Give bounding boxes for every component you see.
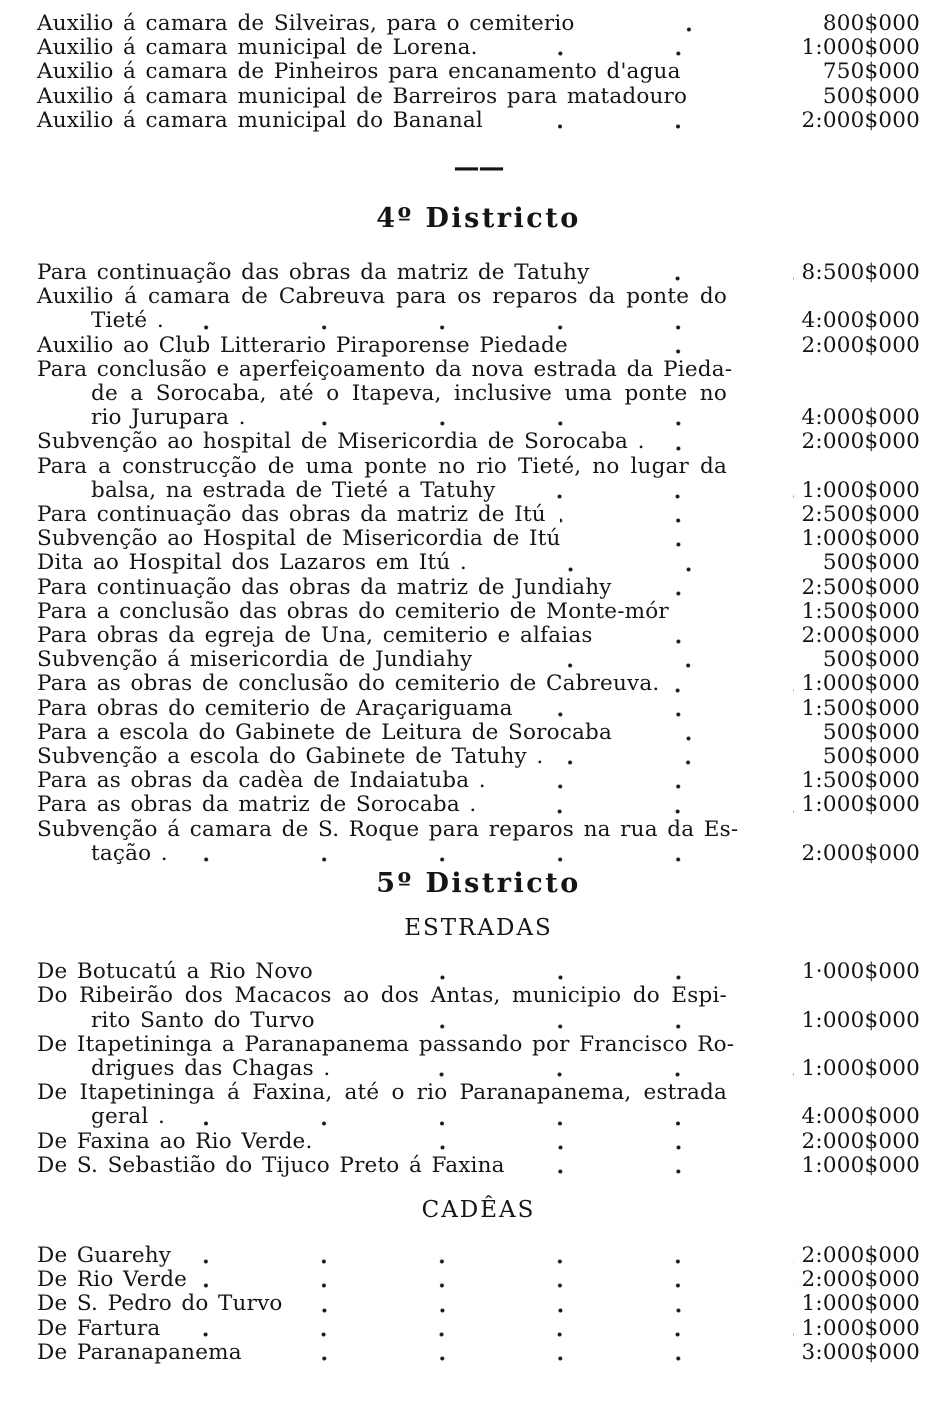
item-description: Auxilio á camara municipal de Lorena.	[37, 35, 478, 61]
item-amount: 1:500$000	[801, 598, 920, 624]
item-row	[37, 600, 920, 624]
item-description-line: De Itapetininga a Paranapanema passando por Francisco Ro-	[37, 1031, 735, 1057]
budget-line-item	[37, 1033, 920, 1081]
item-row	[37, 1317, 920, 1341]
budget-line-item	[37, 36, 920, 60]
item-description-line: Auxilio á camara de Cabreuva para os reparos da ponte do	[37, 284, 727, 310]
item-amount: 2:000$000	[801, 1267, 920, 1293]
budget-line-item	[37, 1130, 920, 1154]
item-description: Para continuação das obras da matriz de Tatuhy	[37, 260, 590, 286]
item-row	[37, 624, 920, 648]
dot-leader	[673, 688, 793, 693]
item-amount: 2:000$000	[801, 1128, 920, 1154]
item-amount: 2:500$000	[801, 574, 920, 600]
item-amount: 1:000$000	[801, 1152, 920, 1178]
budget-line-item	[37, 503, 920, 527]
item-amount: 2:000$000	[801, 623, 920, 649]
dot-leader	[500, 784, 794, 789]
item-amount: 1:500$000	[801, 768, 920, 794]
item-description-line: Para conclusão e aperfeiçoamento da nova estrada da Pieda-	[37, 356, 733, 382]
item-description: De Rio Verde	[37, 1267, 188, 1293]
item-description: De Fartura	[37, 1315, 161, 1341]
item-row	[37, 672, 920, 696]
dot-leader	[695, 76, 804, 81]
budget-line-item	[37, 261, 920, 285]
item-description: Subvenção a escola do Gabinete de Tatuhy .	[37, 744, 544, 770]
item-amount: 4:000$000	[801, 405, 920, 431]
item-amount: 1:000$000	[801, 792, 920, 818]
budget-line-item	[37, 624, 920, 648]
item-row	[37, 261, 920, 285]
dot-leader	[509, 494, 793, 499]
dot-leader	[607, 639, 794, 644]
item-row	[37, 576, 920, 600]
item-amount: 1·000$000	[801, 959, 920, 985]
budget-line-item	[37, 745, 920, 769]
item-amount: 500$000	[822, 744, 920, 770]
budget-line-item	[37, 960, 920, 984]
item-description: geral .	[91, 1104, 166, 1130]
item-row	[37, 1341, 920, 1365]
item-row	[37, 842, 920, 866]
item-row	[37, 1105, 920, 1129]
budget-line-item	[37, 672, 920, 696]
item-row	[37, 479, 920, 503]
budget-line-item	[37, 1081, 920, 1129]
dot-leader	[185, 1259, 793, 1264]
item-amount: 1:500$000	[801, 695, 920, 721]
item-row	[37, 406, 920, 430]
item-amount: 750$000	[822, 59, 920, 85]
item-row	[37, 1154, 920, 1178]
item-description: Auxilio á camara de Silveiras, para o cemiterio	[37, 11, 575, 36]
item-description: Para obras do cemiterio de Araçariguama	[37, 695, 513, 721]
item-row	[37, 1057, 920, 1081]
item-amount: 1:000$000	[801, 1315, 920, 1341]
budget-line-item	[37, 648, 920, 672]
dot-leader	[174, 1332, 793, 1337]
dot-leader	[490, 809, 793, 814]
budget-line-item	[37, 1244, 920, 1268]
dot-leader	[344, 1072, 793, 1077]
item-description: Para as obras da matriz de Sorocaba .	[37, 792, 477, 818]
item-description: De Faxina ao Rio Verde.	[37, 1128, 313, 1154]
cadeas-heading: CADÊAS	[421, 1196, 536, 1223]
budget-line-item	[37, 1317, 920, 1341]
dot-leader	[527, 712, 794, 717]
item-amount: 500$000	[822, 550, 920, 576]
item-amount: 3:000$000	[801, 1339, 920, 1365]
dot-leader	[683, 615, 794, 620]
dot-leader	[327, 1145, 794, 1150]
dot-leader	[603, 276, 793, 281]
budget-line-item	[37, 793, 920, 817]
dot-leader	[560, 518, 794, 523]
budget-line-item	[37, 984, 920, 1032]
dot-leader	[626, 736, 804, 741]
item-description-line: de a Sorocaba, até o Itapeva, inclusive uma ponte no	[91, 381, 727, 407]
dot-leader	[486, 663, 804, 668]
item-row	[37, 85, 920, 109]
item-amount: 1:000$000	[801, 526, 920, 552]
item-description: Auxilio á camara de Pinheiros para encanamento d'agua	[37, 59, 681, 85]
item-row	[37, 527, 920, 551]
dot-leader	[182, 857, 794, 862]
dot-leader	[626, 591, 794, 596]
item-amount: 1:000$000	[801, 671, 920, 697]
item-description: Subvenção á misericordia de Jundiahy	[37, 647, 473, 673]
intro-appropriations-list	[37, 12, 920, 133]
item-description: Para as obras de conclusão do cemiterio de Cabreuva.	[37, 671, 660, 697]
budget-line-item	[37, 697, 920, 721]
item-description: Subvenção ao Hospital de Misericordia de Itú	[37, 526, 561, 552]
item-description: De Paranapanema	[37, 1339, 242, 1365]
item-amount: 4:000$000	[801, 308, 920, 334]
item-description: Para a conclusão das obras do cemiterio de Monte-mór	[37, 598, 669, 624]
budget-line-item	[37, 109, 920, 133]
item-description-line: De Itapetininga á Faxina, até o rio Paranapanema, estrada	[37, 1080, 727, 1106]
item-description: rito Santo do Turvo	[91, 1007, 315, 1033]
item-row	[37, 1268, 920, 1292]
budget-line-item	[37, 1341, 920, 1365]
item-row	[37, 334, 920, 358]
budget-line-item	[37, 1154, 920, 1178]
district-5-heading: 5º Districto	[376, 868, 581, 900]
estradas-heading: ESTRADAS	[404, 915, 553, 942]
item-row	[37, 960, 920, 984]
item-row	[37, 793, 920, 817]
item-row	[37, 721, 920, 745]
item-amount: 2:000$000	[801, 332, 920, 358]
item-row	[37, 309, 920, 333]
item-description: rio Jurupara .	[91, 405, 246, 431]
district-4-heading: 4º Districto	[376, 203, 581, 235]
budget-line-item	[37, 527, 920, 551]
item-description: drigues das Chagas .	[91, 1055, 331, 1081]
budget-line-item	[37, 455, 920, 503]
item-description: Auxilio ao Club Litterario Piraporense Piedade	[37, 332, 568, 358]
item-description: De S. Sebastião do Tijuco Preto á Faxina	[37, 1152, 505, 1178]
dot-leader	[327, 975, 794, 980]
item-description-line: Para a construcção de uma ponte no rio Tieté, no lugar da	[37, 453, 727, 479]
budget-line-item	[37, 769, 920, 793]
item-description-line: Do Ribeirão dos Macacos ao dos Antas, municipio do Espi-	[37, 983, 727, 1009]
item-row	[37, 12, 920, 36]
item-description: Para continuação das obras da matriz de Itú	[37, 502, 546, 528]
budget-line-item	[37, 334, 920, 358]
item-amount: 500$000	[822, 647, 920, 673]
dot-leader	[575, 542, 794, 547]
dot-leader	[260, 421, 794, 426]
item-description: De Botucatú a Rio Novo	[37, 959, 313, 985]
dot-leader	[179, 1121, 793, 1126]
budget-line-item	[37, 818, 920, 866]
item-row	[37, 36, 920, 60]
item-row	[37, 60, 920, 84]
budget-line-item	[37, 60, 920, 84]
budget-line-item	[37, 12, 920, 36]
item-row	[37, 551, 920, 575]
item-description: Para as obras da cadèa de Indaiatuba .	[37, 768, 486, 794]
item-description: Auxilio á camara municipal do Bananal	[37, 107, 483, 133]
item-amount: 2:000$000	[801, 1242, 920, 1268]
dot-leader	[701, 100, 804, 105]
item-amount: 500$000	[822, 83, 920, 109]
budget-line-item	[37, 576, 920, 600]
item-description: Para a escola do Gabinete de Leitura de Sorocaba	[37, 719, 612, 745]
item-description-line: Subvenção á camara de S. Roque para reparos na rua da Es-	[37, 816, 739, 842]
budget-line-item	[37, 285, 920, 333]
item-row	[37, 769, 920, 793]
budget-line-item	[37, 551, 920, 575]
budget-line-item	[37, 721, 920, 745]
estradas-appropriations-list	[37, 960, 920, 1178]
dot-leader	[497, 124, 794, 129]
dot-leader	[557, 760, 804, 765]
cadeas-appropriations-list	[37, 1244, 920, 1365]
item-amount: 8:500$000	[801, 260, 920, 286]
item-amount: 2:000$000	[801, 107, 920, 133]
dot-leader	[178, 325, 794, 330]
item-row	[37, 745, 920, 769]
item-description: tação .	[91, 840, 168, 866]
item-amount: 1:000$000	[801, 35, 920, 61]
budget-line-item	[37, 85, 920, 109]
item-description: Para obras da egreja de Una, cemiterio e alfaias	[37, 623, 593, 649]
item-row	[37, 697, 920, 721]
budget-line-item	[37, 430, 920, 454]
budget-line-item	[37, 358, 920, 431]
dot-leader	[519, 1169, 794, 1174]
item-description: Tieté .	[91, 308, 164, 334]
item-description: Para continuação das obras da matriz de Jundiahy	[37, 574, 612, 600]
district-4-appropriations-list	[37, 261, 920, 866]
item-description: Subvenção ao hospital de Misericordia de Sorocaba .	[37, 429, 645, 455]
dot-leader	[256, 1356, 794, 1361]
item-amount: 2:500$000	[801, 502, 920, 528]
item-amount: 1:000$000	[801, 1007, 920, 1033]
item-description: Dita ao Hospital dos Lazaros em Itú .	[37, 550, 467, 576]
dot-leader	[589, 27, 804, 32]
item-amount: 1:000$000	[801, 477, 920, 503]
budget-line-item	[37, 600, 920, 624]
budget-line-item	[37, 1292, 920, 1316]
dot-leader	[582, 349, 794, 354]
item-row	[37, 503, 920, 527]
item-description: De Guarehy	[37, 1242, 172, 1268]
item-amount: 500$000	[822, 719, 920, 745]
dot-leader	[329, 1024, 794, 1029]
item-description: Auxilio á camara municipal de Barreiros para matadouro	[37, 83, 688, 109]
item-row	[37, 109, 920, 133]
item-row	[37, 1130, 920, 1154]
item-row	[37, 1244, 920, 1268]
section-separator: ——	[453, 153, 504, 184]
item-amount: 1:000$000	[801, 1055, 920, 1081]
item-amount: 2:000$000	[801, 429, 920, 455]
item-row	[37, 1009, 920, 1033]
dot-leader	[297, 1308, 794, 1313]
item-description: balsa, na estrada de Tieté a Tatuhy	[91, 477, 496, 503]
dot-leader	[201, 1283, 793, 1288]
item-amount: 800$000	[822, 11, 920, 36]
dot-leader	[659, 446, 794, 451]
dot-leader	[492, 51, 794, 56]
item-amount: 4:000$000	[801, 1104, 920, 1130]
item-row	[37, 430, 920, 454]
item-description: De S. Pedro do Turvo	[37, 1291, 283, 1317]
item-row	[37, 1292, 920, 1316]
budget-line-item	[37, 1268, 920, 1292]
item-amount: 1:000$000	[801, 1291, 920, 1317]
dot-leader	[481, 567, 804, 572]
item-amount: 2:000$000	[801, 840, 920, 866]
item-row	[37, 648, 920, 672]
